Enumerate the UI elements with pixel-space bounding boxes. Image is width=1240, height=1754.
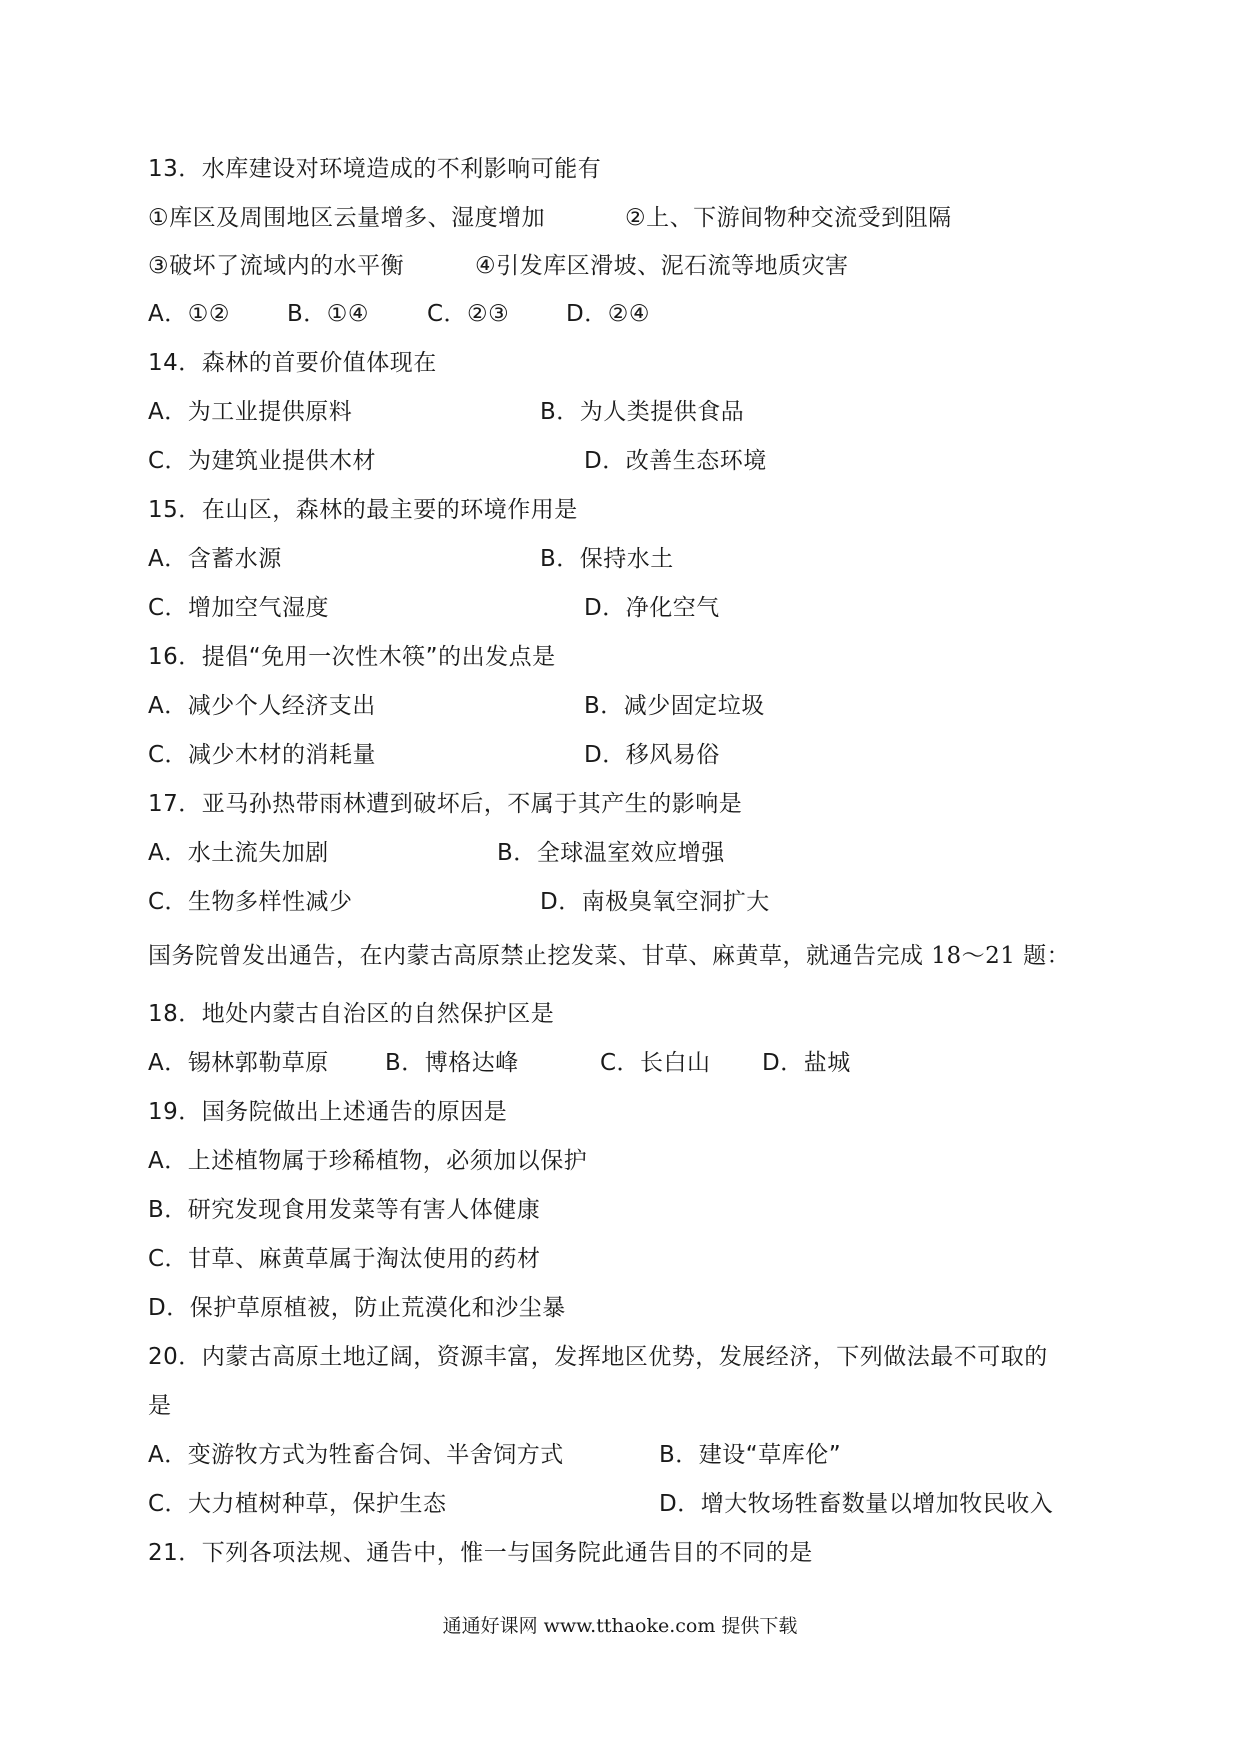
q15-stem: 15．在山区，森林的最主要的环境作用是 xyxy=(148,497,578,523)
q13-statement-1: ①库区及周围地区云量增多、湿度增加 xyxy=(148,205,546,231)
q16-option-d: D．移风易俗 xyxy=(584,742,720,768)
q18-stem: 18．地处内蒙古自治区的自然保护区是 xyxy=(148,1001,555,1027)
q18-option-a: A．锡林郭勒草原 xyxy=(148,1050,329,1076)
q15-option-b: B．保持水土 xyxy=(540,546,674,572)
page-footer: 通通好课网 www.tthaoke.com 提供下载 xyxy=(442,1615,798,1637)
q16-option-b: B．减少固定垃圾 xyxy=(584,693,765,719)
q20-option-c: C．大力植树种草，保护生态 xyxy=(148,1491,447,1517)
q19-option-a: A．上述植物属于珍稀植物，必须加以保护 xyxy=(148,1148,588,1174)
q16-option-a: A．减少个人经济支出 xyxy=(148,693,376,719)
q18-option-c: C．长白山 xyxy=(600,1050,711,1076)
q16-stem: 16．提倡“免用一次性木筷”的出发点是 xyxy=(148,644,556,670)
q17-option-b: B．全球温室效应增强 xyxy=(497,840,725,866)
q18-option-b: B．博格达峰 xyxy=(385,1050,519,1076)
q13-statement-4: ④引发库区滑坡、泥石流等地质灾害 xyxy=(475,253,849,279)
q15-option-d: D．净化空气 xyxy=(584,595,720,621)
q20-stem: 20．内蒙古高原土地辽阔，资源丰富，发挥地区优势，发展经济，下列做法最不可取的 xyxy=(148,1344,1048,1370)
q13-stem: 13．水库建设对环境造成的不利影响可能有 xyxy=(148,156,602,182)
q20-option-d: D．增大牧场牲畜数量以增加牧民收入 xyxy=(659,1491,1054,1517)
q17-stem: 17．亚马孙热带雨林遭到破坏后，不属于其产生的影响是 xyxy=(148,791,743,817)
q13-option-a: A．①② xyxy=(148,301,230,327)
q19-stem: 19．国务院做出上述通告的原因是 xyxy=(148,1099,508,1125)
q13-option-d: D．②④ xyxy=(566,301,650,327)
q13-option-c: C．②③ xyxy=(427,301,510,327)
q13-statement-3: ③破坏了流域内的水平衡 xyxy=(148,253,405,279)
q20-option-b: B．建设“草库伦” xyxy=(659,1442,842,1468)
q17-option-d: D．南极臭氧空洞扩大 xyxy=(540,889,770,915)
q15-option-a: A．含蓄水源 xyxy=(148,546,282,572)
q19-option-b: B．研究发现食用发菜等有害人体健康 xyxy=(148,1197,541,1223)
q14-stem: 14．森林的首要价值体现在 xyxy=(148,350,437,376)
q19-option-c: C．甘草、麻黄草属于淘汰使用的药材 xyxy=(148,1246,541,1272)
q13-statement-2: ②上、下游间物种交流受到阻隔 xyxy=(625,205,952,231)
q16-option-c: C．减少木材的消耗量 xyxy=(148,742,377,768)
q14-option-d: D．改善生态环境 xyxy=(584,448,767,474)
group-intro: 国务院曾发出通告，在内蒙古高原禁止挖发菜、甘草、麻黄草，就通告完成 18～21 题： xyxy=(148,943,1071,969)
q18-option-d: D．盐城 xyxy=(762,1050,851,1076)
q21-stem: 21．下列各项法规、通告中，惟一与国务院此通告目的不同的是 xyxy=(148,1540,813,1566)
q20-stem-continued: 是 xyxy=(148,1393,172,1419)
q14-option-c: C．为建筑业提供木材 xyxy=(148,448,377,474)
q15-option-c: C．增加空气湿度 xyxy=(148,595,330,621)
q17-option-a: A．水土流失加剧 xyxy=(148,840,329,866)
q19-option-d: D．保护草原植被，防止荒漠化和沙尘暴 xyxy=(148,1295,566,1321)
q17-option-c: C．生物多样性减少 xyxy=(148,889,353,915)
q14-option-b: B．为人类提供食品 xyxy=(540,399,745,425)
q14-option-a: A．为工业提供原料 xyxy=(148,399,353,425)
q20-option-a: A．变游牧方式为牲畜合饲、半舍饲方式 xyxy=(148,1442,564,1468)
q13-option-b: B．①④ xyxy=(287,301,370,327)
